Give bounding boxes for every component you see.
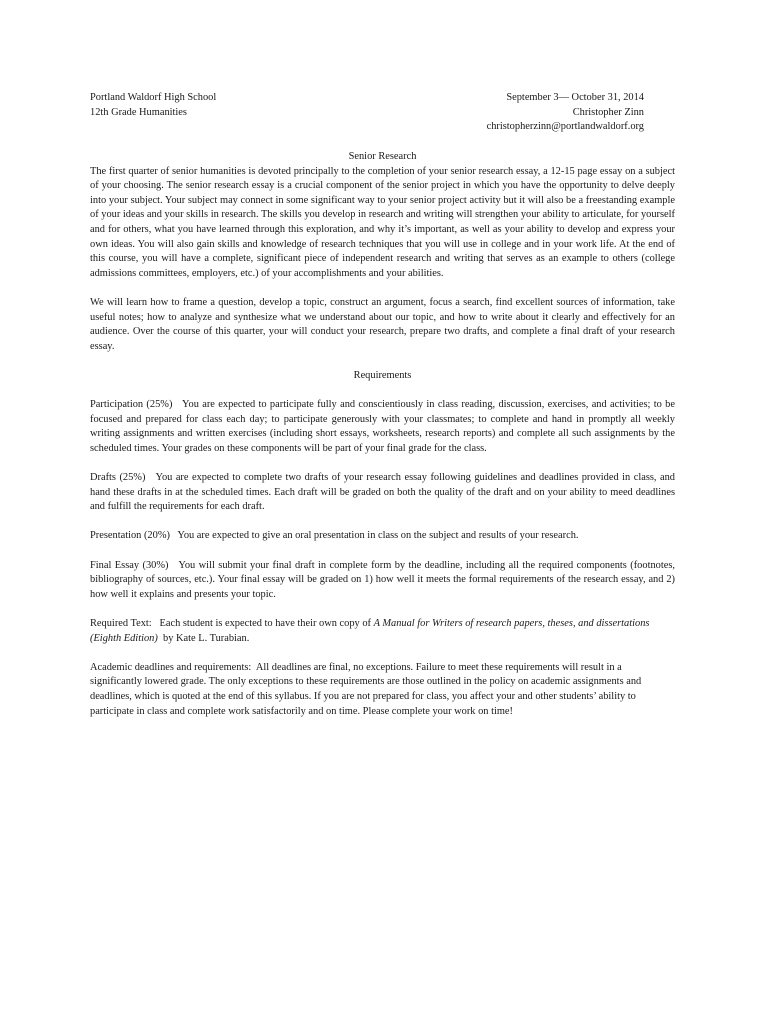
requirement-label: Drafts (25%)	[90, 472, 146, 484]
course-name: 12th Grade Humanities	[90, 106, 187, 118]
required-text-intro: Each student is expected to have their own copy of	[159, 618, 371, 629]
requirement-label: Final Essay (30%)	[90, 559, 169, 571]
requirement-final-essay	[90, 559, 675, 603]
document-header	[90, 91, 675, 137]
course-dates: September 3— October 31, 2014	[506, 92, 644, 103]
deadlines-label: Academic deadlines and requirements:	[90, 661, 252, 673]
intro-paragraph-2: We will learn how to frame a question, develop a topic, construct an argument, focus a search, find excellent sources of information, take useful notes; how to analyze and synthesize what we understand about our topic, and how to write about it clearly and effectively for an audience. Over the course of this quarter, your will conduct your research, prepare two drafts, and complete a final draft of your research essay.	[90, 296, 675, 352]
syllabus-page	[90, 91, 675, 719]
instructor-email: christopherzinn@portlandwaldorf.org	[486, 121, 644, 133]
document-title: Senior Research	[348, 151, 417, 162]
deadlines-paragraph	[90, 661, 675, 719]
header-right	[487, 91, 644, 135]
requirement-drafts	[90, 471, 675, 515]
requirement-text: You are expected to complete two drafts of your research essay following guidelines and deadlines provided in class, and hand these drafts in at the scheduled times. Each draft will be graded on both the quality of the draft and on your ability to meed deadlines and fulfill the requirements for each draft.	[90, 472, 675, 513]
requirement-label: Participation (25%)	[90, 399, 173, 411]
instructor-name: Christopher Zinn	[572, 106, 644, 118]
requirement-text: You are expected to participate fully and conscientiously in class reading, discussion, exercises, and activities; to be focused and prepared for class each day; to participate generously with your classmates; to complete and hand in promptly all weekly writing assignments and written exercises (including short essays, worksheets, research reports) and complete all such assignments by the scheduled times. Your grades on these components will be part of your final grade for the class.	[90, 399, 675, 454]
requirement-text: You are expected to give an oral presentation in class on the subject and results of your research.	[177, 530, 579, 542]
required-text-label: Required Text:	[90, 618, 152, 629]
school-name: Portland Waldorf High School	[90, 92, 217, 103]
requirement-participation	[90, 398, 675, 456]
requirement-presentation	[90, 529, 675, 544]
requirements-heading: Requirements	[353, 369, 412, 381]
required-book-author: by Kate L. Turabian.	[163, 632, 250, 644]
required-book-title: A Manual for Writers of research papers, theses, and dissertations (Eighth Edition)	[90, 618, 650, 644]
intro-paragraph-1: The first quarter of senior humanities is devoted principally to the completion of your senior research essay, a 12-15 page essay on a subject of your choosing. The senior research essay is a crucial component of the senior project in which you have the opportunity to delve deeply into your subject. Your subject may connect in some significant way to your senior project activity but it will also be a freestanding example of your ideas and your skills in research. The skills you develop in research and writing will strengthen your ability to articulate, for yourself and for others, what you have learned through this exploration, and why it’s important, as well as your ability to develop and express your own ideas. You will also gain skills and knowledge of research techniques that you will use in college and in your work life. At the end of this course, you will have a complete, significant piece of independent research and writing that serves as an example to others (college admissions committees, employers, etc.) of your accomplishments and your abilities.	[90, 165, 675, 279]
header-left	[90, 91, 216, 120]
required-text-paragraph	[90, 617, 675, 646]
deadlines-text: All deadlines are final, no exceptions. Failure to meet these requirements will result in a significantly lowered grade. The only exceptions to these requirements are those outlined in the policy on academic assignments and deadlines, which is quoted at the end of this syllabus. If you are not prepared for class, you affect your and other students’ ability to participate in class and complete work satisfactorily and on time. Please complete your work on time!	[90, 661, 642, 717]
requirement-text: You will submit your final draft in complete form by the deadline, including all the required components (footnotes, bibliography of sources, etc.). Your final essay will be graded on 1) how well it meets the formal requirements of the research essay, and 2) how well it explains and presents your topic.	[90, 559, 675, 600]
requirement-label: Presentation (20%)	[90, 530, 170, 542]
